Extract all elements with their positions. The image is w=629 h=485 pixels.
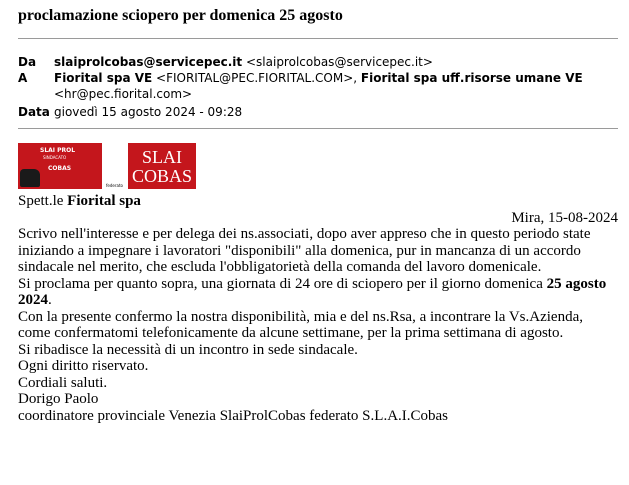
to-row: [18, 70, 618, 102]
signature-role: coordinatore provinciale Venezia SlaiProlCobas federato S.L.A.I.Cobas: [18, 407, 449, 424]
from-label: Da: [18, 55, 37, 69]
slai-prol-cobas-logo: [18, 143, 102, 189]
place-date: Mira, 15-08-2024: [511, 209, 618, 226]
date-row: [18, 104, 618, 120]
strike-date: 25 agosto 2024: [18, 275, 614, 308]
to-recipient-2-address: <hr@pec.fiorital.com>: [54, 87, 193, 101]
header-divider-bottom: [18, 128, 618, 129]
from-address-full: <slaiprolcobas@servicepec.it>: [245, 55, 433, 69]
to-recipient-1-name[interactable]: Fiorital spa VE: [54, 71, 153, 85]
paragraph-2: [18, 276, 618, 309]
header-divider-top: [18, 38, 618, 39]
to-recipient-2-name[interactable]: Fiorital spa uff.risorse umane VE: [360, 71, 583, 85]
greeting-name: Fiorital spa: [67, 193, 141, 209]
logo-caption: federato: [106, 183, 123, 188]
to-label: A: [18, 71, 28, 85]
paragraph-1: Scrivo nell'interesse e per delega dei ns.associati, dopo aver appreso che in questo periodo state iniziando a impegnare i lavoratori "disponibili" alla domenica, pur in mancanza di un accordo sindacale nel merito, che escluda l'obbligatorietà della comanda del lavoro domenicale.: [18, 226, 591, 275]
closing: Cordiali saluti.: [18, 374, 108, 391]
to-recipient-1-address: <FIORITAL@PEC.FIORITAL.COM>,: [156, 71, 358, 85]
logo2-text-2: COBAS: [131, 166, 193, 186]
paragraph-4: Si ribadisce la necessità di un incontro in sede sindacale.: [18, 341, 358, 358]
fist-icon: [20, 169, 40, 187]
paragraph-2-prefix: Si proclama per quanto sopra, una giornata di 24 ore di sciopero per il giorno domenica: [18, 275, 547, 292]
paragraph-2-suffix: .: [48, 292, 52, 308]
logo2-text-1: SLAI: [142, 147, 182, 167]
greeting-prefix: Spett.le: [18, 193, 68, 209]
logo1-text-2: SINDACATO: [43, 155, 67, 160]
signature-name: Dorigo Paolo: [18, 391, 99, 407]
date-label: Data: [18, 105, 50, 119]
logo1-text-3: COBAS: [48, 165, 72, 172]
paragraph-3: Con la presente confermo la nostra disponibilità, mia e del ns.Rsa, a incontrare la Vs.Azienda, come confermatomi telefonicamente da alcune settimane, per la prima settimana di agosto.: [18, 308, 583, 341]
email-body: [18, 193, 618, 424]
logo1-text-1: SLAI PROL: [40, 147, 76, 154]
greeting: [18, 193, 618, 210]
from-address[interactable]: slaiprolcobas@servicepec.it: [54, 55, 243, 69]
date-value: giovedì 15 agosto 2024 - 09:28: [54, 105, 243, 119]
paragraph-5: Ogni diritto riservato.: [18, 358, 149, 374]
slai-cobas-logo: [128, 143, 196, 189]
from-row: [18, 54, 618, 70]
email-subject: proclamazione sciopero per domenica 25 agosto: [18, 7, 343, 24]
